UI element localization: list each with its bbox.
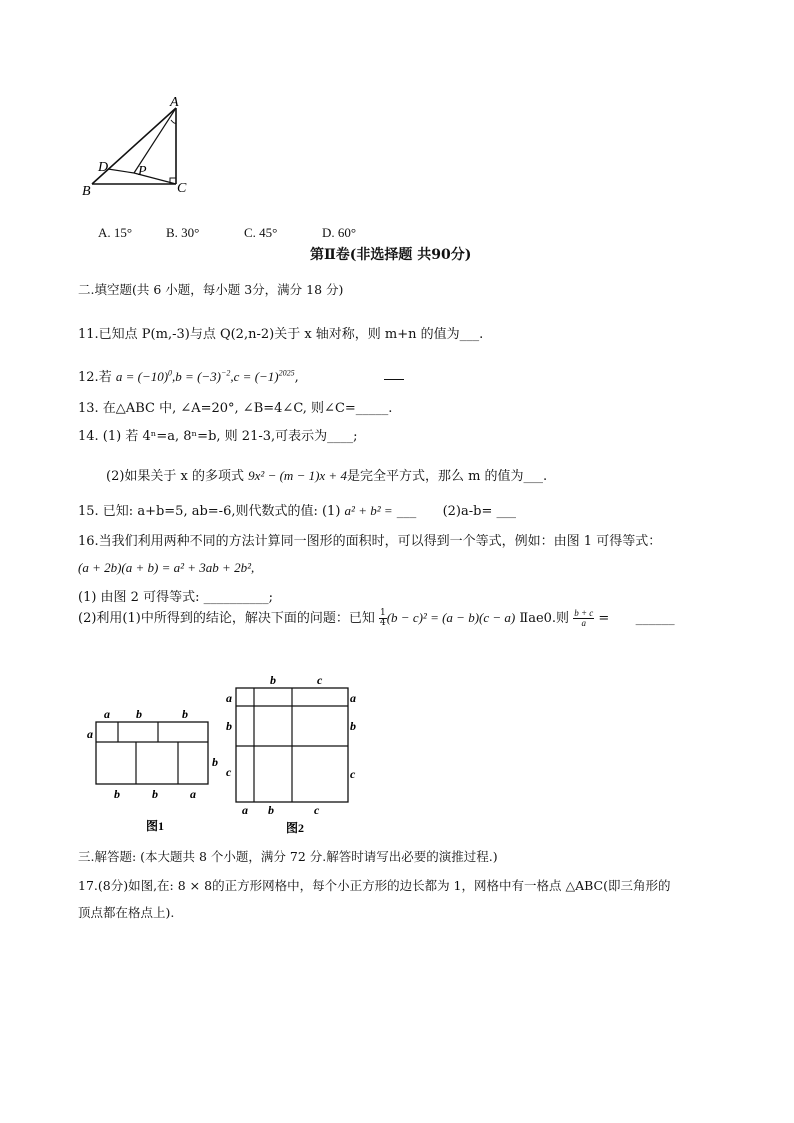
q12-exp-b: −2 bbox=[221, 368, 231, 378]
q12-number: 12. bbox=[78, 370, 99, 385]
question-14-part2 bbox=[106, 465, 547, 484]
fig2-right-label-c: c bbox=[350, 767, 356, 781]
vertex-c-label: C bbox=[177, 181, 187, 196]
q12-math-c: ,c = (−1) bbox=[230, 369, 279, 384]
q16-4-math: (b − c)² = (a − b)(c − a) bbox=[386, 610, 516, 625]
q16-fraction-quarter: $\frac{1}{4}$ bbox=[379, 608, 386, 628]
fig1-top-label-2: b bbox=[136, 707, 142, 721]
figure-2 bbox=[222, 672, 362, 842]
fig2-right-label-b: b bbox=[350, 719, 356, 733]
vertex-b-label: B bbox=[82, 184, 91, 199]
q16-4-eq: = bbox=[598, 611, 610, 626]
fig1-left-label: a bbox=[87, 727, 93, 741]
q12-answer-blank bbox=[384, 367, 404, 380]
q12-ruo: 若 bbox=[98, 370, 112, 385]
option-c: C. 45° bbox=[244, 225, 278, 240]
fig2-left-label-b: b bbox=[226, 719, 232, 733]
fig2-right-label-a: a bbox=[350, 691, 356, 705]
q12-tail: , bbox=[294, 370, 299, 385]
question-16-line1: 16.当我们利用两种不同的方法计算同一图形的面积时，可以得到一个等式，例如：由图 1 可得等式： bbox=[78, 534, 662, 549]
option-b: B. 30° bbox=[166, 225, 200, 240]
question-14-part1: 14. (1) 若 4ⁿ=a, 8ⁿ=b, 则 21-3,可表示为____; bbox=[78, 429, 358, 444]
q15-blank1: ___ bbox=[396, 504, 417, 519]
section2-title: 第Ⅱ卷(非选择题 共90分) bbox=[310, 247, 472, 263]
triangle-figure bbox=[78, 92, 198, 202]
question-16-line3: (1) 由图 2 可得等式: __________; bbox=[78, 590, 273, 605]
fig2-bottom-label-a: a bbox=[242, 803, 248, 817]
option-d: D. 60° bbox=[322, 225, 357, 240]
fig1-bottom-label-1: b bbox=[114, 787, 120, 801]
fig1-top-label-1: a bbox=[104, 707, 110, 721]
q16-fraction-bc-over-a: $\frac{b + c}{a}$ bbox=[574, 608, 594, 628]
fig1-right-label: b bbox=[212, 755, 218, 769]
fig1-bottom-label-3: a bbox=[190, 787, 196, 801]
q16-4-blank: ______ bbox=[635, 611, 675, 626]
q12-math-b: ,b = (−3) bbox=[172, 369, 221, 384]
q12-exp-c: 2025 bbox=[278, 368, 295, 378]
option-a: A. 15° bbox=[98, 225, 133, 240]
q15-part2: (2)a-b= bbox=[442, 504, 493, 519]
q16-4-mid: Ⅱae0.则 bbox=[519, 611, 570, 626]
fig2-top-label-c: c bbox=[317, 673, 323, 687]
q15-prefix: 15. 已知: a+b=5, ab=-6,则代数式的值: (1) bbox=[78, 504, 341, 519]
q15-math1: a² + b² = bbox=[344, 503, 393, 518]
vertex-a-label: A bbox=[170, 95, 179, 110]
fig2-left-label-c: c bbox=[226, 765, 232, 779]
fig1-caption: 图1 bbox=[146, 819, 165, 833]
fig2-left-label-a: a bbox=[226, 691, 232, 705]
fig2-caption: 图2 bbox=[286, 821, 305, 835]
fig2-bottom-label-b: b bbox=[268, 803, 274, 817]
question-13: 13. 在△ABC 中, ∠A=20°, ∠B=4∠C, 则∠C=_____. bbox=[78, 401, 393, 416]
question-17-line1: 17.(8分)如图,在: 8 × 8的正方形网格中，每个小正方形的边长都为 1，网格中有一格点 △ABC(即三角形的 bbox=[78, 878, 671, 893]
q12-exp-a: 0 bbox=[168, 368, 173, 378]
q12-math-a: a = (−10) bbox=[115, 369, 169, 384]
question-16-line2: (a + 2b)(a + b) = a² + 3ab + 2b², bbox=[78, 560, 255, 575]
question-12 bbox=[78, 366, 299, 385]
fill-header: 二.填空题(共 6 小题，每小题 3分，满分 18 分) bbox=[78, 282, 344, 297]
figure-1 bbox=[84, 700, 224, 840]
q14-2-math: 9x² − (m − 1)x + 4 bbox=[248, 468, 347, 483]
q15-blank2: ___ bbox=[496, 504, 516, 519]
q16-4-prefix: (2)利用(1)中所得到的结论，解决下面的问题：已知 bbox=[78, 611, 375, 626]
fig2-bottom-label-c: c bbox=[314, 803, 320, 817]
fig2-top-label-b: b bbox=[270, 673, 276, 687]
point-d-label: D bbox=[98, 160, 109, 175]
question-17-line2: 顶点都在格点上). bbox=[78, 905, 175, 920]
section3-header: 三.解答题: (本大题共 8 个小题，满分 72 分.解答时请写出必要的演推过程.) bbox=[78, 849, 498, 864]
q14-2-suffix: 是完全平方式，那么 m 的值为___. bbox=[346, 469, 548, 484]
question-11: 11.已知点 P(m,-3)与点 Q(2,n-2)关于 x 轴对称，则 m+n 的值为___. bbox=[78, 327, 484, 342]
question-16-line4 bbox=[78, 607, 675, 628]
question-15 bbox=[78, 500, 516, 519]
fig1-top-label-3: b bbox=[182, 707, 188, 721]
q14-2-prefix: (2)如果关于 x 的多项式 bbox=[106, 469, 245, 484]
fig1-bottom-label-2: b bbox=[152, 787, 158, 801]
point-p-label: P bbox=[138, 164, 147, 179]
